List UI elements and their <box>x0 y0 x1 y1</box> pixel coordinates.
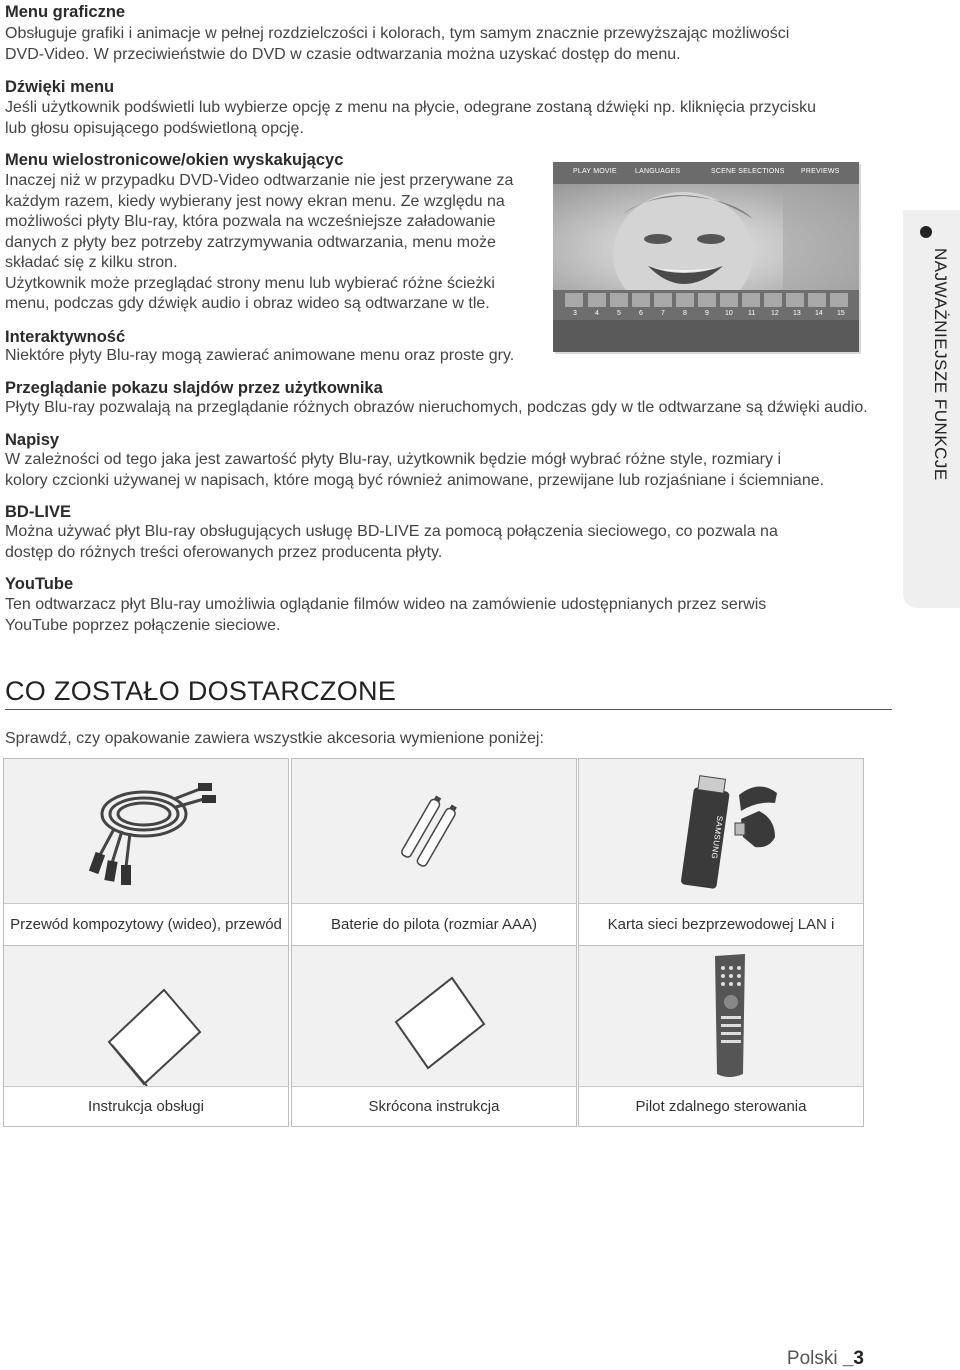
accessory-cell <box>291 945 577 1127</box>
scene-number: 5 <box>617 310 621 317</box>
heading-menu-graficzne: Menu graficzne <box>5 3 126 21</box>
av-cable-icon <box>4 759 288 903</box>
menu-footer-bar <box>553 320 859 352</box>
scene-thumb <box>610 293 628 307</box>
remote-control-icon <box>579 946 863 1086</box>
footer-language: Polski <box>786 1348 838 1369</box>
wlan-adapter-icon <box>579 759 863 903</box>
scene-thumb <box>786 293 804 307</box>
heading-menu-wielostronicowe: Menu wielostronicowe/okien wyskakującyc <box>5 151 344 169</box>
scene-thumb <box>565 293 583 307</box>
scene-number: 4 <box>595 310 599 317</box>
text-napisy: W zależności od tego jaka jest zawartość płyty Blu-ray, użytkownik będzie mógł wybrać różne style, rozmiary i kolory czcionki używanej w napisach, które mogą być również animowane, przewijane lub rozjaśniane i ściemniane. <box>5 451 825 489</box>
scene-number: 8 <box>683 310 687 317</box>
scene-number: 7 <box>661 310 665 317</box>
page-footer <box>787 1348 864 1370</box>
text-bd-live: Można używać płyt Blu-ray obsługujących usługę BD-LIVE za pomocą połączenia sieciowego, co pozwala na dostęp do różnych treści oferowanych przez producenta płyty. <box>5 523 778 561</box>
menu-item-languages: LANGUAGES <box>635 168 681 175</box>
scene-number: 11 <box>748 310 756 317</box>
scene-thumb <box>742 293 760 307</box>
accessory-caption: Instrukcja obsługi <box>4 1086 288 1126</box>
scene-thumb <box>764 293 782 307</box>
batteries-icon <box>292 759 576 903</box>
manual-icon <box>4 946 288 1086</box>
accessory-caption: Skrócona instrukcja <box>292 1086 576 1126</box>
scene-number: 13 <box>793 310 801 317</box>
side-tab-label: NAJWAŻNIEJSZE FUNKCJE <box>931 248 950 481</box>
page-number: _3 <box>842 1348 864 1369</box>
accessory-cell <box>3 945 289 1127</box>
heading-napisy: Napisy <box>5 431 60 449</box>
menu-item-scene-selections: SCENE SELECTIONS <box>711 168 785 175</box>
scene-strip <box>553 290 859 320</box>
scene-number: 9 <box>705 310 709 317</box>
menu-bar <box>553 162 859 184</box>
scene-number: 14 <box>815 310 823 317</box>
section-title: CO ZOSTAŁO DOSTARCZONE <box>5 676 397 706</box>
menu-item-previews: PREVIEWS <box>801 168 840 175</box>
heading-bd-live: BD-LIVE <box>5 503 71 521</box>
child-photo <box>553 184 859 302</box>
scene-number: 10 <box>725 310 733 317</box>
accessory-cell <box>578 758 864 946</box>
quick-guide-icon <box>292 946 576 1086</box>
scene-number: 3 <box>573 310 577 317</box>
accessory-cell <box>578 945 864 1127</box>
text-menu-wielostronicowe: Inaczej niż w przypadku DVD-Video odtwarzanie nie jest przerywane za każdym razem, kiedy wybierany jest nowy ekran menu. Ze względu na możliwości płyty Blu-ray, która pozwala na wcześniejsze załadowanie danych z płyty bez potrzeby zatrzymywania odtwarzania, menu może składać się z kilku stron. Użytkownik może przeglądać strony menu lub wybierać różne ścieżki menu, podczas gdy dźwięk audio i obraz wideo są odtwarzane w tle. <box>5 172 514 312</box>
accessory-cell <box>291 758 577 946</box>
scene-thumb <box>588 293 606 307</box>
scene-thumb <box>632 293 650 307</box>
heading-youtube: YouTube <box>5 575 74 593</box>
section-intro: Sprawdź, czy opakowanie zawiera wszystkie akcesoria wymienione poniżej: <box>5 730 544 747</box>
scene-thumb <box>676 293 694 307</box>
heading-dzwieki-menu: Dźwięki menu <box>5 78 115 96</box>
scene-number: 12 <box>771 310 779 317</box>
text-menu-graficzne: Obsługuje grafiki i animacje w pełnej rozdzielczości i kolorach, tym samym znacznie przewyższając możliwości DVD-Video. W przeciwieństwie do DVD w czasie odtwarzania można uzyskać dostęp do menu. <box>5 25 790 63</box>
accessory-caption: Pilot zdalnego sterowania <box>579 1086 863 1126</box>
menu-item-play-movie: PLAY MOVIE <box>573 168 617 175</box>
section-divider <box>5 709 892 710</box>
heading-interaktywnosc: Interaktywność <box>5 328 126 346</box>
accessory-caption: Karta sieci bezprzewodowej LAN i <box>579 903 863 945</box>
bullet-dot-icon <box>920 226 932 238</box>
accessory-cell <box>3 758 289 946</box>
adapter-brand: SAMSUNG <box>709 815 725 860</box>
heading-pokaz-slajdow: Przeglądanie pokazu slajdów przez użytkownika <box>5 379 383 397</box>
scene-thumb <box>720 293 738 307</box>
scene-number: 15 <box>837 310 845 317</box>
scene-thumb <box>808 293 826 307</box>
scene-thumb <box>830 293 848 307</box>
text-interaktywnosc: Niektóre płyty Blu-ray mogą zawierać animowane menu oraz proste gry. <box>5 347 515 364</box>
accessory-caption: Baterie do pilota (rozmiar AAA) <box>292 903 576 945</box>
child-face-image <box>553 184 859 302</box>
text-pokaz-slajdow: Płyty Blu-ray pozwalają na przeglądanie różnych obrazów nieruchomych, podczas gdy w tle odtwarzane są dźwięki audio. <box>5 399 868 416</box>
text-youtube: Ten odtwarzacz płyt Blu-ray umożliwia oglądanie filmów wideo na zamówienie udostępnianych przez serwis YouTube poprzez połączenie sieciowe. <box>5 596 767 634</box>
disc-menu-screenshot <box>553 162 859 352</box>
accessory-caption: Przewód kompozytowy (wideo), przewód <box>4 903 288 945</box>
scene-thumb <box>698 293 716 307</box>
scene-number: 6 <box>639 310 643 317</box>
scene-thumb <box>654 293 672 307</box>
text-dzwieki-menu: Jeśli użytkownik podświetli lub wybierze opcję z menu na płycie, odegrane zostaną dźwięki np. kliknięcia przycisku lub głosu opisującego podświetloną opcję. <box>5 99 817 137</box>
